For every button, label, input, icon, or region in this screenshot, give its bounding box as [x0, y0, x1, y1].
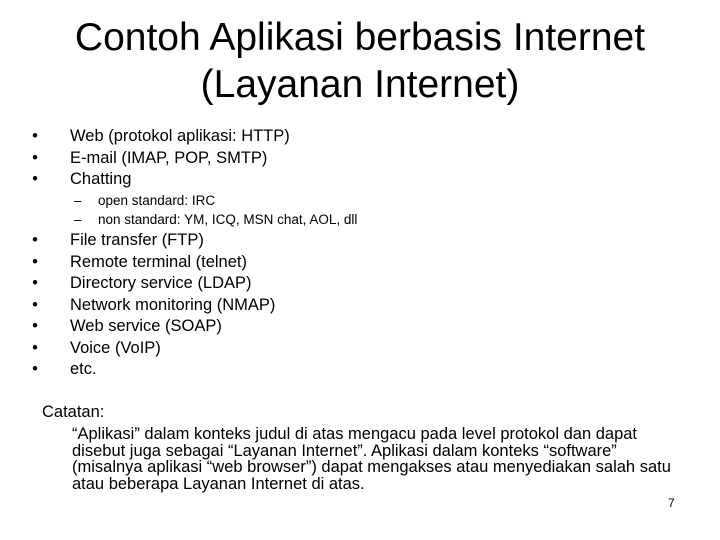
- bullet-list-bottom: [28, 230, 275, 381]
- bullet-icon: •: [32, 127, 38, 145]
- list-item: [28, 252, 275, 274]
- list-item: [28, 273, 275, 295]
- bullet-icon: •: [32, 338, 38, 357]
- list-item: [28, 169, 290, 191]
- list-item-text: Chatting: [70, 170, 132, 188]
- list-item-text: etc.: [70, 360, 97, 378]
- list-item-text: Directory service (LDAP): [70, 274, 252, 292]
- chatting-sublist: [74, 191, 357, 229]
- bullet-icon: •: [32, 170, 38, 188]
- list-item-text: Web (protokol aplikasi: HTTP): [70, 127, 290, 145]
- bullet-icon: •: [32, 274, 38, 292]
- list-item-text: Voice (VoIP): [70, 338, 161, 357]
- list-item-text: Web service (SOAP): [70, 317, 222, 335]
- title-line-1: Contoh Aplikasi berbasis Internet: [74, 16, 646, 59]
- list-item: [28, 148, 290, 170]
- bullet-icon: •: [32, 317, 38, 335]
- dash-icon: –: [74, 212, 82, 227]
- bullet-icon: •: [32, 231, 38, 249]
- list-item: [28, 338, 275, 360]
- bullet-icon: •: [32, 252, 38, 271]
- bullet-icon: •: [32, 295, 38, 314]
- list-item: [28, 295, 275, 317]
- list-item: [28, 316, 275, 338]
- list-item-text: Network monitoring (NMAP): [70, 295, 276, 314]
- bullet-icon: •: [32, 148, 38, 167]
- list-item: [28, 126, 290, 148]
- bullet-icon: •: [32, 360, 38, 378]
- slide-title: [0, 14, 720, 108]
- list-item-text: Remote terminal (telnet): [70, 252, 247, 271]
- page-number: 7: [668, 496, 675, 510]
- sub-list-item: [74, 191, 357, 210]
- sub-list-item-text: open standard: IRC: [98, 193, 216, 208]
- title-line-2: (Layanan Internet): [200, 63, 520, 106]
- note-label: Catatan:: [42, 403, 105, 421]
- bullet-list-top: [28, 126, 290, 191]
- sub-list-item-text: non standard: YM, ICQ, MSN chat, AOL, dll: [98, 212, 358, 227]
- list-item-text: E-mail (IMAP, POP, SMTP): [70, 148, 268, 167]
- list-item: [28, 230, 275, 252]
- note-text: “Aplikasi” dalam konteks judul di atas mengacu pada level protokol dan dapat disebut juga sebagai “Layanan Internet”. Aplikasi dalam konteks “software” (misalnya aplikasi “web browser”) dapat mengakses atau menyediakan salah satu atau beberapa Layanan Internet di atas.: [72, 425, 671, 493]
- dash-icon: –: [74, 193, 82, 208]
- sub-list-item: [74, 210, 357, 229]
- list-item: [28, 359, 275, 381]
- list-item-text: File transfer (FTP): [70, 231, 204, 249]
